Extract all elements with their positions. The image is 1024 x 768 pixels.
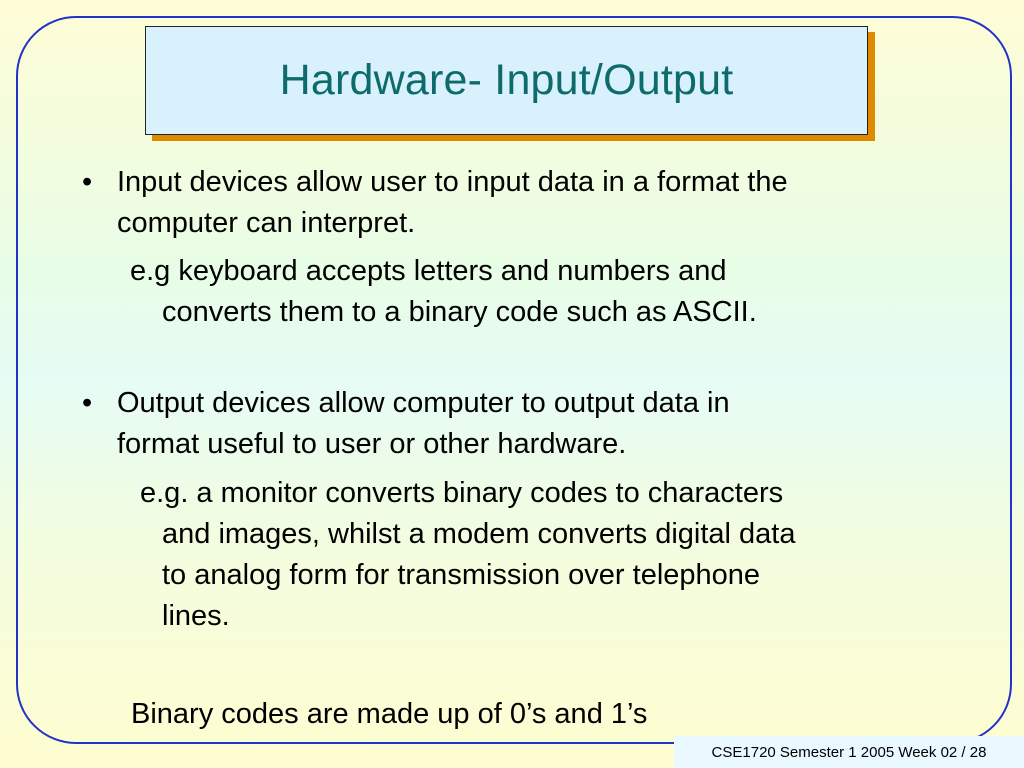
bullet-2-line-1: Output devices allow computer to output data in — [117, 387, 730, 419]
bullet-1-line-2: computer can interpret. — [117, 207, 416, 239]
bullet-1-line-1: Input devices allow user to input data in a format the — [117, 166, 788, 198]
bullet-1-example-line-1: e.g keyboard accepts letters and numbers and — [130, 255, 727, 287]
bullet-marker: • — [82, 166, 93, 198]
slide-title: Hardware- Input/Output — [279, 56, 734, 104]
bullet-2-example-line-4: lines. — [162, 600, 230, 632]
slide-footer — [674, 736, 1024, 768]
closing-note: Binary codes are made up of 0’s and 1’s — [131, 698, 648, 730]
bullet-2-example-line-2: and images, whilst a modem converts digital data — [162, 518, 796, 550]
bullet-2-example-line-3: to analog form for transmission over telephone — [162, 559, 761, 591]
bullet-1-example-line-2: converts them to a binary code such as ASCII. — [162, 296, 757, 328]
bullet-marker: • — [82, 387, 93, 419]
bullet-2-line-2: format useful to user or other hardware. — [117, 428, 627, 460]
footer-text: CSE1720 Semester 1 2005 Week 02 / 28 — [711, 743, 987, 761]
bullet-2-example-line-1: e.g. a monitor converts binary codes to characters — [140, 477, 784, 509]
